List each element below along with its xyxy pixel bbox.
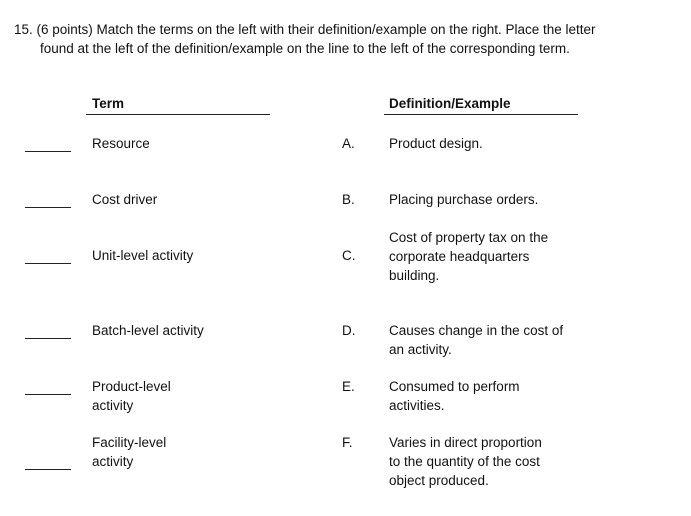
definition-letter-a: A. <box>342 136 355 151</box>
definition-e-line-1: Consumed to perform <box>389 379 520 394</box>
question-text-line-2: found at the left of the definition/example on the line to the left of the corresponding term. <box>40 41 570 56</box>
definition-item-d <box>389 321 563 359</box>
term-item-5 <box>92 377 171 415</box>
definition-e-line-2: activities. <box>389 398 445 413</box>
definition-f-line-2: to the quantity of the cost <box>389 454 540 469</box>
answer-blank-2[interactable] <box>25 207 71 208</box>
definition-item-b <box>389 190 538 209</box>
definition-letter-f: F. <box>342 435 353 450</box>
term-item-3 <box>92 246 193 265</box>
answer-blank-5[interactable] <box>25 394 71 395</box>
definition-f-line-3: object produced. <box>389 473 489 488</box>
definition-item-c <box>389 228 548 285</box>
definition-c-line-3: building. <box>389 268 440 283</box>
definition-letter-b: B. <box>342 192 355 207</box>
term-item-6 <box>92 433 166 471</box>
term-6-line-2: activity <box>92 454 134 469</box>
definition-d-line-1: Causes change in the cost of <box>389 323 564 338</box>
term-4-line-1: Batch-level activity <box>92 323 204 338</box>
term-1-line-1: Resource <box>92 136 150 151</box>
answer-blank-1[interactable] <box>25 151 71 152</box>
term-3-line-1: Unit-level activity <box>92 248 194 263</box>
definition-letter-e: E. <box>342 379 355 394</box>
definition-letter-d: D. <box>342 323 356 338</box>
definition-a-line-1: Product design. <box>389 136 483 151</box>
question-prompt <box>14 20 684 58</box>
term-header-rule <box>86 114 270 115</box>
term-6-line-1: Facility-level <box>92 435 167 450</box>
definition-c-line-2: corporate headquarters <box>389 249 530 264</box>
answer-blank-6[interactable] <box>25 469 71 470</box>
definition-c-line-1: Cost of property tax on the <box>389 230 549 245</box>
definition-d-line-2: an activity. <box>389 342 452 357</box>
definition-f-line-1: Varies in direct proportion <box>389 435 542 450</box>
definition-column-header: Definition/Example <box>389 96 511 111</box>
definition-item-a <box>389 134 483 153</box>
definition-b-line-1: Placing purchase orders. <box>389 192 539 207</box>
term-item-2 <box>92 190 157 209</box>
definition-letter-c: C. <box>342 248 356 263</box>
answer-blank-4[interactable] <box>25 338 71 339</box>
definition-item-f <box>389 433 542 490</box>
definition-item-e <box>389 377 520 415</box>
question-text-line-1: 15. (6 points) Match the terms on the left with their definition/example on the right. Place the letter <box>14 22 596 37</box>
term-5-line-2: activity <box>92 398 134 413</box>
term-2-line-1: Cost driver <box>92 192 158 207</box>
answer-blank-3[interactable] <box>25 263 71 264</box>
definition-header-rule <box>384 114 578 115</box>
term-item-4 <box>92 321 204 340</box>
term-5-line-1: Product-level <box>92 379 171 394</box>
term-column-header: Term <box>92 96 125 111</box>
term-item-1 <box>92 134 150 153</box>
